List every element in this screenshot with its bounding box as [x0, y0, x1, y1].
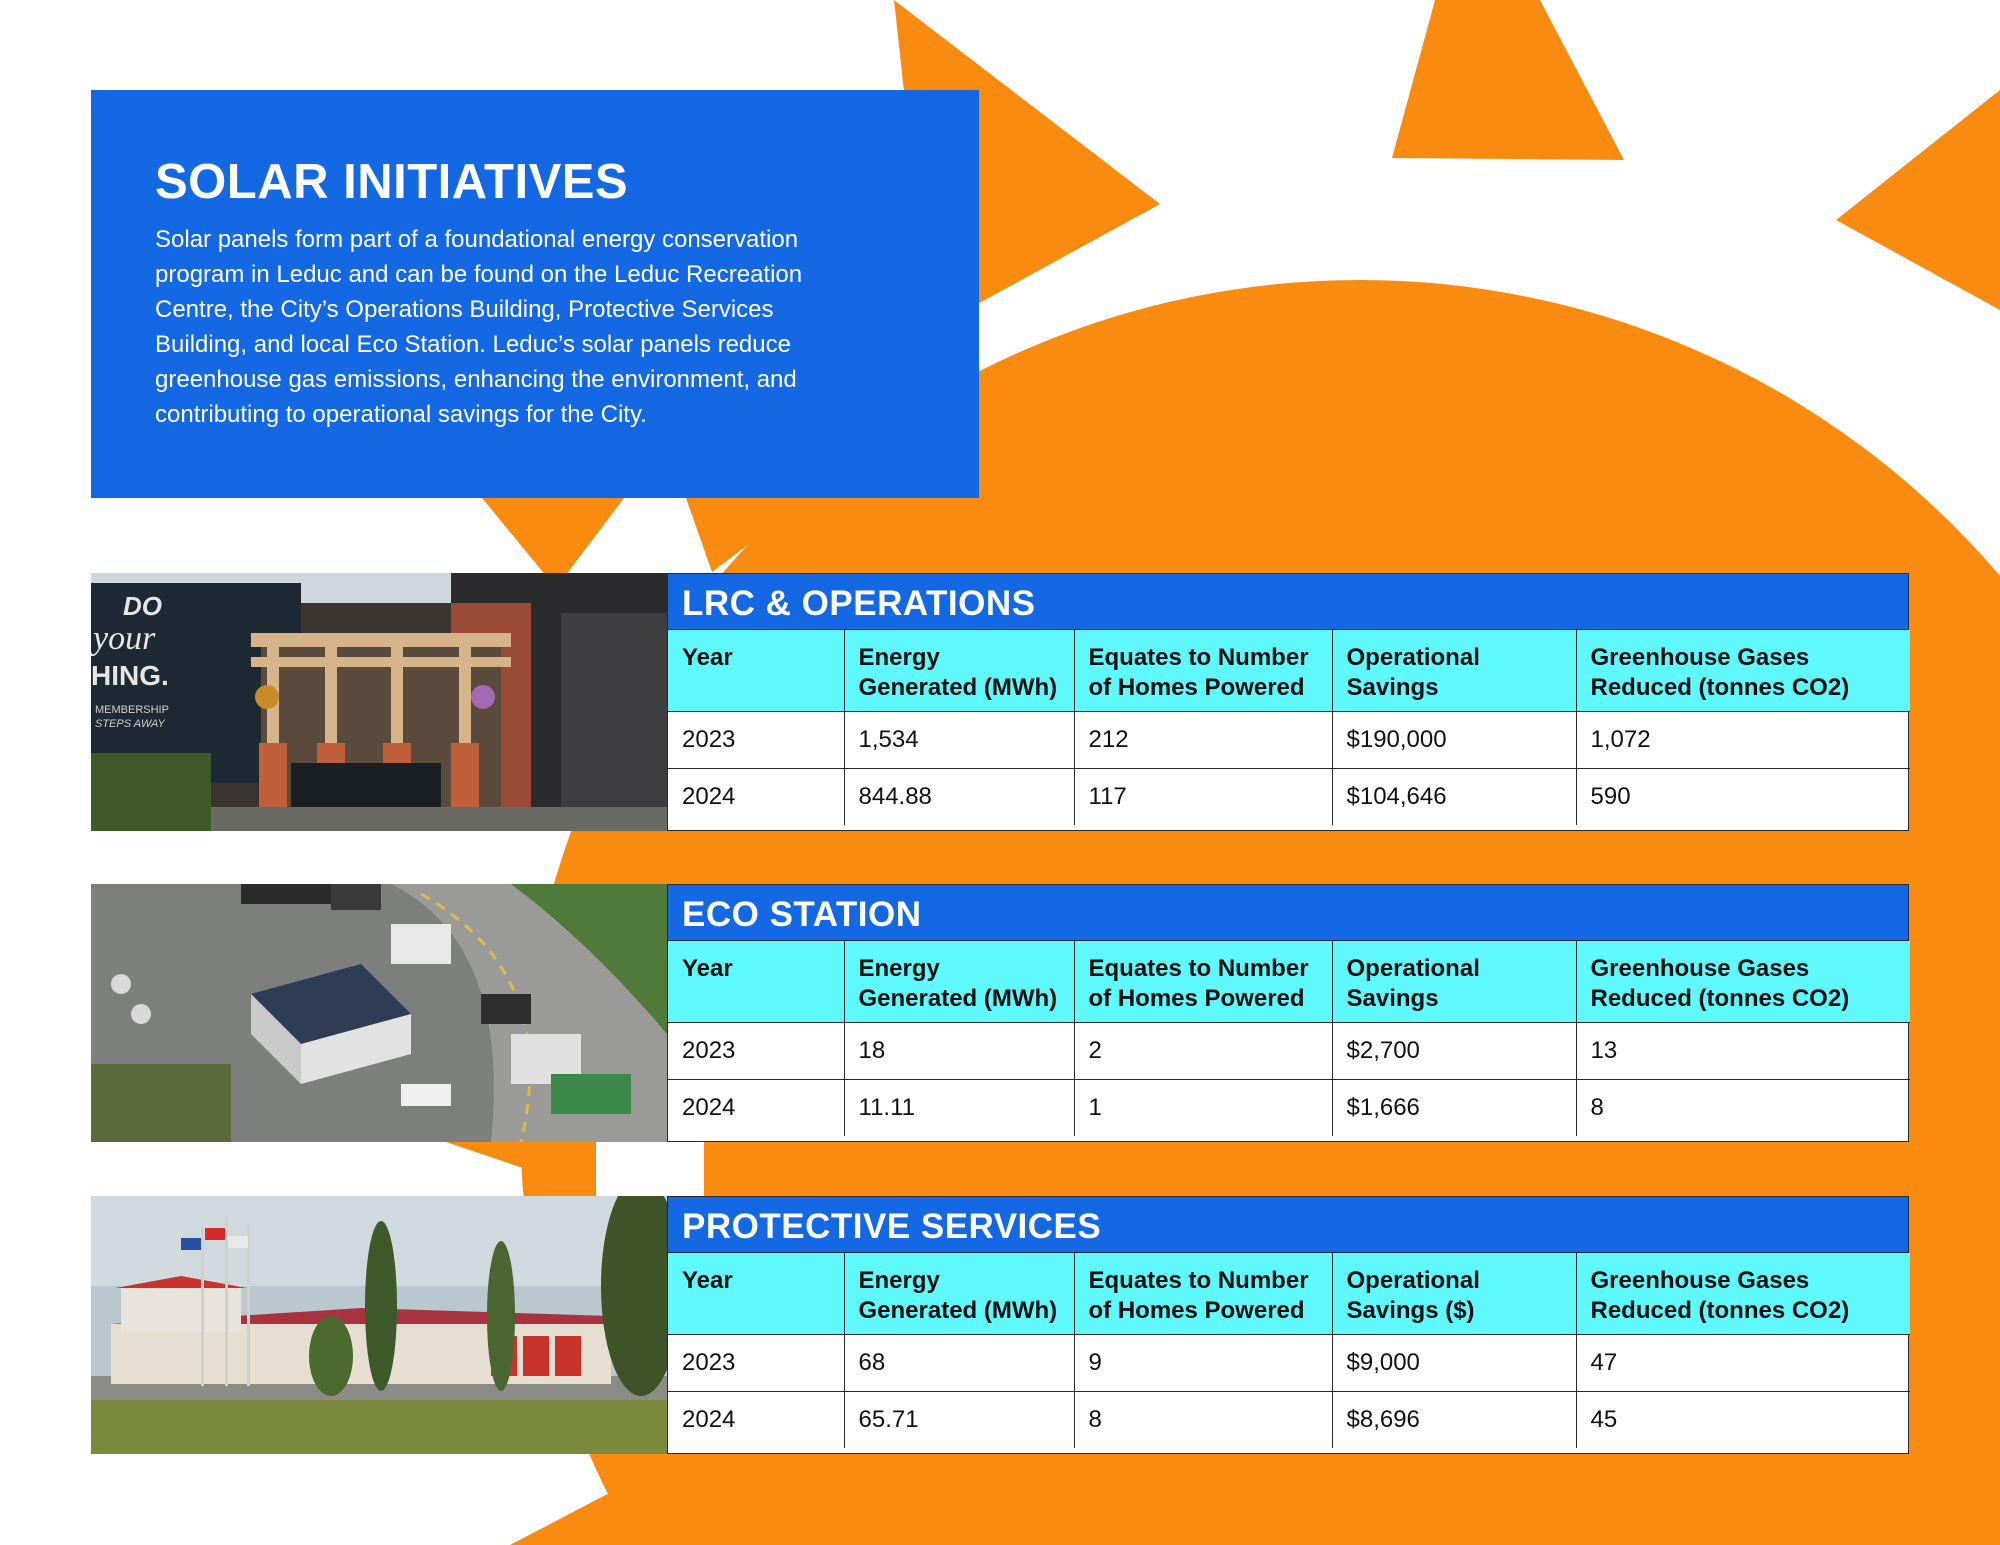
section-title: ECO STATION: [668, 885, 1908, 941]
cell-ghg: 47: [1576, 1334, 1910, 1391]
section-title: PROTECTIVE SERVICES: [668, 1197, 1908, 1253]
cell-savings: $2,700: [1332, 1022, 1576, 1079]
header-homes: Equates to Number of Homes Powered: [1074, 630, 1332, 711]
page-title: SOLAR INITIATIVES: [155, 155, 629, 209]
cell-savings: $9,000: [1332, 1334, 1576, 1391]
cell-ghg: 8: [1590, 1093, 1604, 1121]
section-title: LRC & OPERATIONS: [668, 574, 1908, 630]
cell-homes: 2: [1074, 1022, 1332, 1079]
sun-gap: [596, 1140, 704, 1196]
table-row: [668, 1334, 1910, 1391]
sign-text-thing: HING.: [91, 660, 169, 691]
cell-ghg: 45: [1590, 1405, 1618, 1433]
header-homes: Equates to Number of Homes Powered: [1074, 1253, 1332, 1334]
cell-energy: 68: [844, 1334, 1074, 1391]
header-energy: Energy Generated (MWh): [844, 941, 1074, 1022]
table-row: [668, 711, 1910, 768]
table-header-row: [668, 941, 1910, 1022]
protective-data-panel: [667, 1196, 1909, 1454]
header-ghg: Greenhouse Gases Reduced (tonnes CO2): [1576, 941, 1910, 1022]
header-ghg: Greenhouse Gases Reduced (tonnes CO2): [1576, 630, 1910, 711]
cell-year: 2024: [668, 1391, 844, 1448]
cell-savings: $190,000: [1332, 711, 1576, 768]
sun-ray: [1836, 90, 2000, 310]
cell-year: 2023: [668, 1334, 844, 1391]
cell-energy: 1,534: [844, 711, 1074, 768]
cell-ghg: 13: [1576, 1022, 1910, 1079]
table-header-row: [668, 1253, 1910, 1334]
cell-homes: 1: [1074, 1079, 1332, 1136]
cell-year: 2024: [668, 768, 844, 825]
header-savings: Operational Savings ($): [1332, 1253, 1576, 1334]
section-protective-services: [91, 1196, 1909, 1454]
sign-text-membership: MEMBERSHIP: [95, 704, 169, 716]
sign-text-steps: STEPS AWAY: [95, 718, 165, 730]
cell-savings: $1,666: [1332, 1079, 1576, 1136]
cell-homes: 212: [1074, 711, 1332, 768]
lrc-building-photo: [91, 573, 667, 831]
cell-savings: $104,646: [1332, 768, 1576, 825]
cell-homes: 9: [1074, 1334, 1332, 1391]
cell-energy: 11.11: [844, 1079, 1074, 1136]
section-lrc-operations: [91, 573, 1909, 831]
section-eco-station: [91, 884, 1909, 1142]
cell-ghg: 1,072: [1576, 711, 1910, 768]
cell-homes: 8: [1074, 1391, 1332, 1448]
intro-panel: [91, 90, 979, 498]
eco-station-aerial-photo: [91, 884, 667, 1142]
header-year: Year: [668, 1253, 844, 1334]
sign-text-do: DO: [123, 591, 162, 621]
eco-data-table: [668, 941, 1910, 1136]
sun-ray: [1392, 0, 1624, 160]
sun-ray: [440, 1140, 594, 1192]
intro-paragraph: Solar panels form part of a foundational energy conservation program in Leduc and can be found on the Leduc Recreation Centre, the City’s Operations Building, Protective Services Building, and local Eco Station. Leduc’s solar panels reduce greenhouse gas emissions, enhancing the environment, and contributing to operational savings for the City.: [155, 226, 803, 428]
protective-data-table: [668, 1253, 1910, 1448]
cell-year: 2023: [668, 711, 844, 768]
cell-ghg: 590: [1590, 782, 1631, 810]
lrc-data-panel: [667, 573, 1909, 831]
cell-year: 2023: [668, 1022, 844, 1079]
header-savings: Operational Savings: [1332, 941, 1576, 1022]
cell-homes: 117: [1074, 768, 1332, 825]
cell-energy: 65.71: [844, 1391, 1074, 1448]
header-homes: Equates to Number of Homes Powered: [1074, 941, 1332, 1022]
sign-text-your: your: [93, 620, 156, 657]
header-savings: Operational Savings: [1332, 630, 1576, 711]
header-ghg: Greenhouse Gases Reduced (tonnes CO2): [1576, 1253, 1910, 1334]
lrc-data-table: [668, 630, 1910, 825]
table-row: [668, 768, 1910, 825]
header-energy: Energy Generated (MWh): [844, 630, 1074, 711]
eco-data-panel: [667, 884, 1909, 1142]
table-row: [668, 1022, 1910, 1079]
protective-services-photo: [91, 1196, 667, 1454]
cell-energy: 18: [844, 1022, 1074, 1079]
table-header-row: [668, 630, 1910, 711]
header-year: Year: [668, 630, 844, 711]
cell-energy: 844.88: [844, 768, 1074, 825]
header-energy: Energy Generated (MWh): [844, 1253, 1074, 1334]
cell-savings: $8,696: [1332, 1391, 1576, 1448]
table-row: [668, 1079, 1910, 1136]
table-row: [668, 1391, 1910, 1448]
cell-year: 2024: [668, 1079, 844, 1136]
header-year: Year: [668, 941, 844, 1022]
